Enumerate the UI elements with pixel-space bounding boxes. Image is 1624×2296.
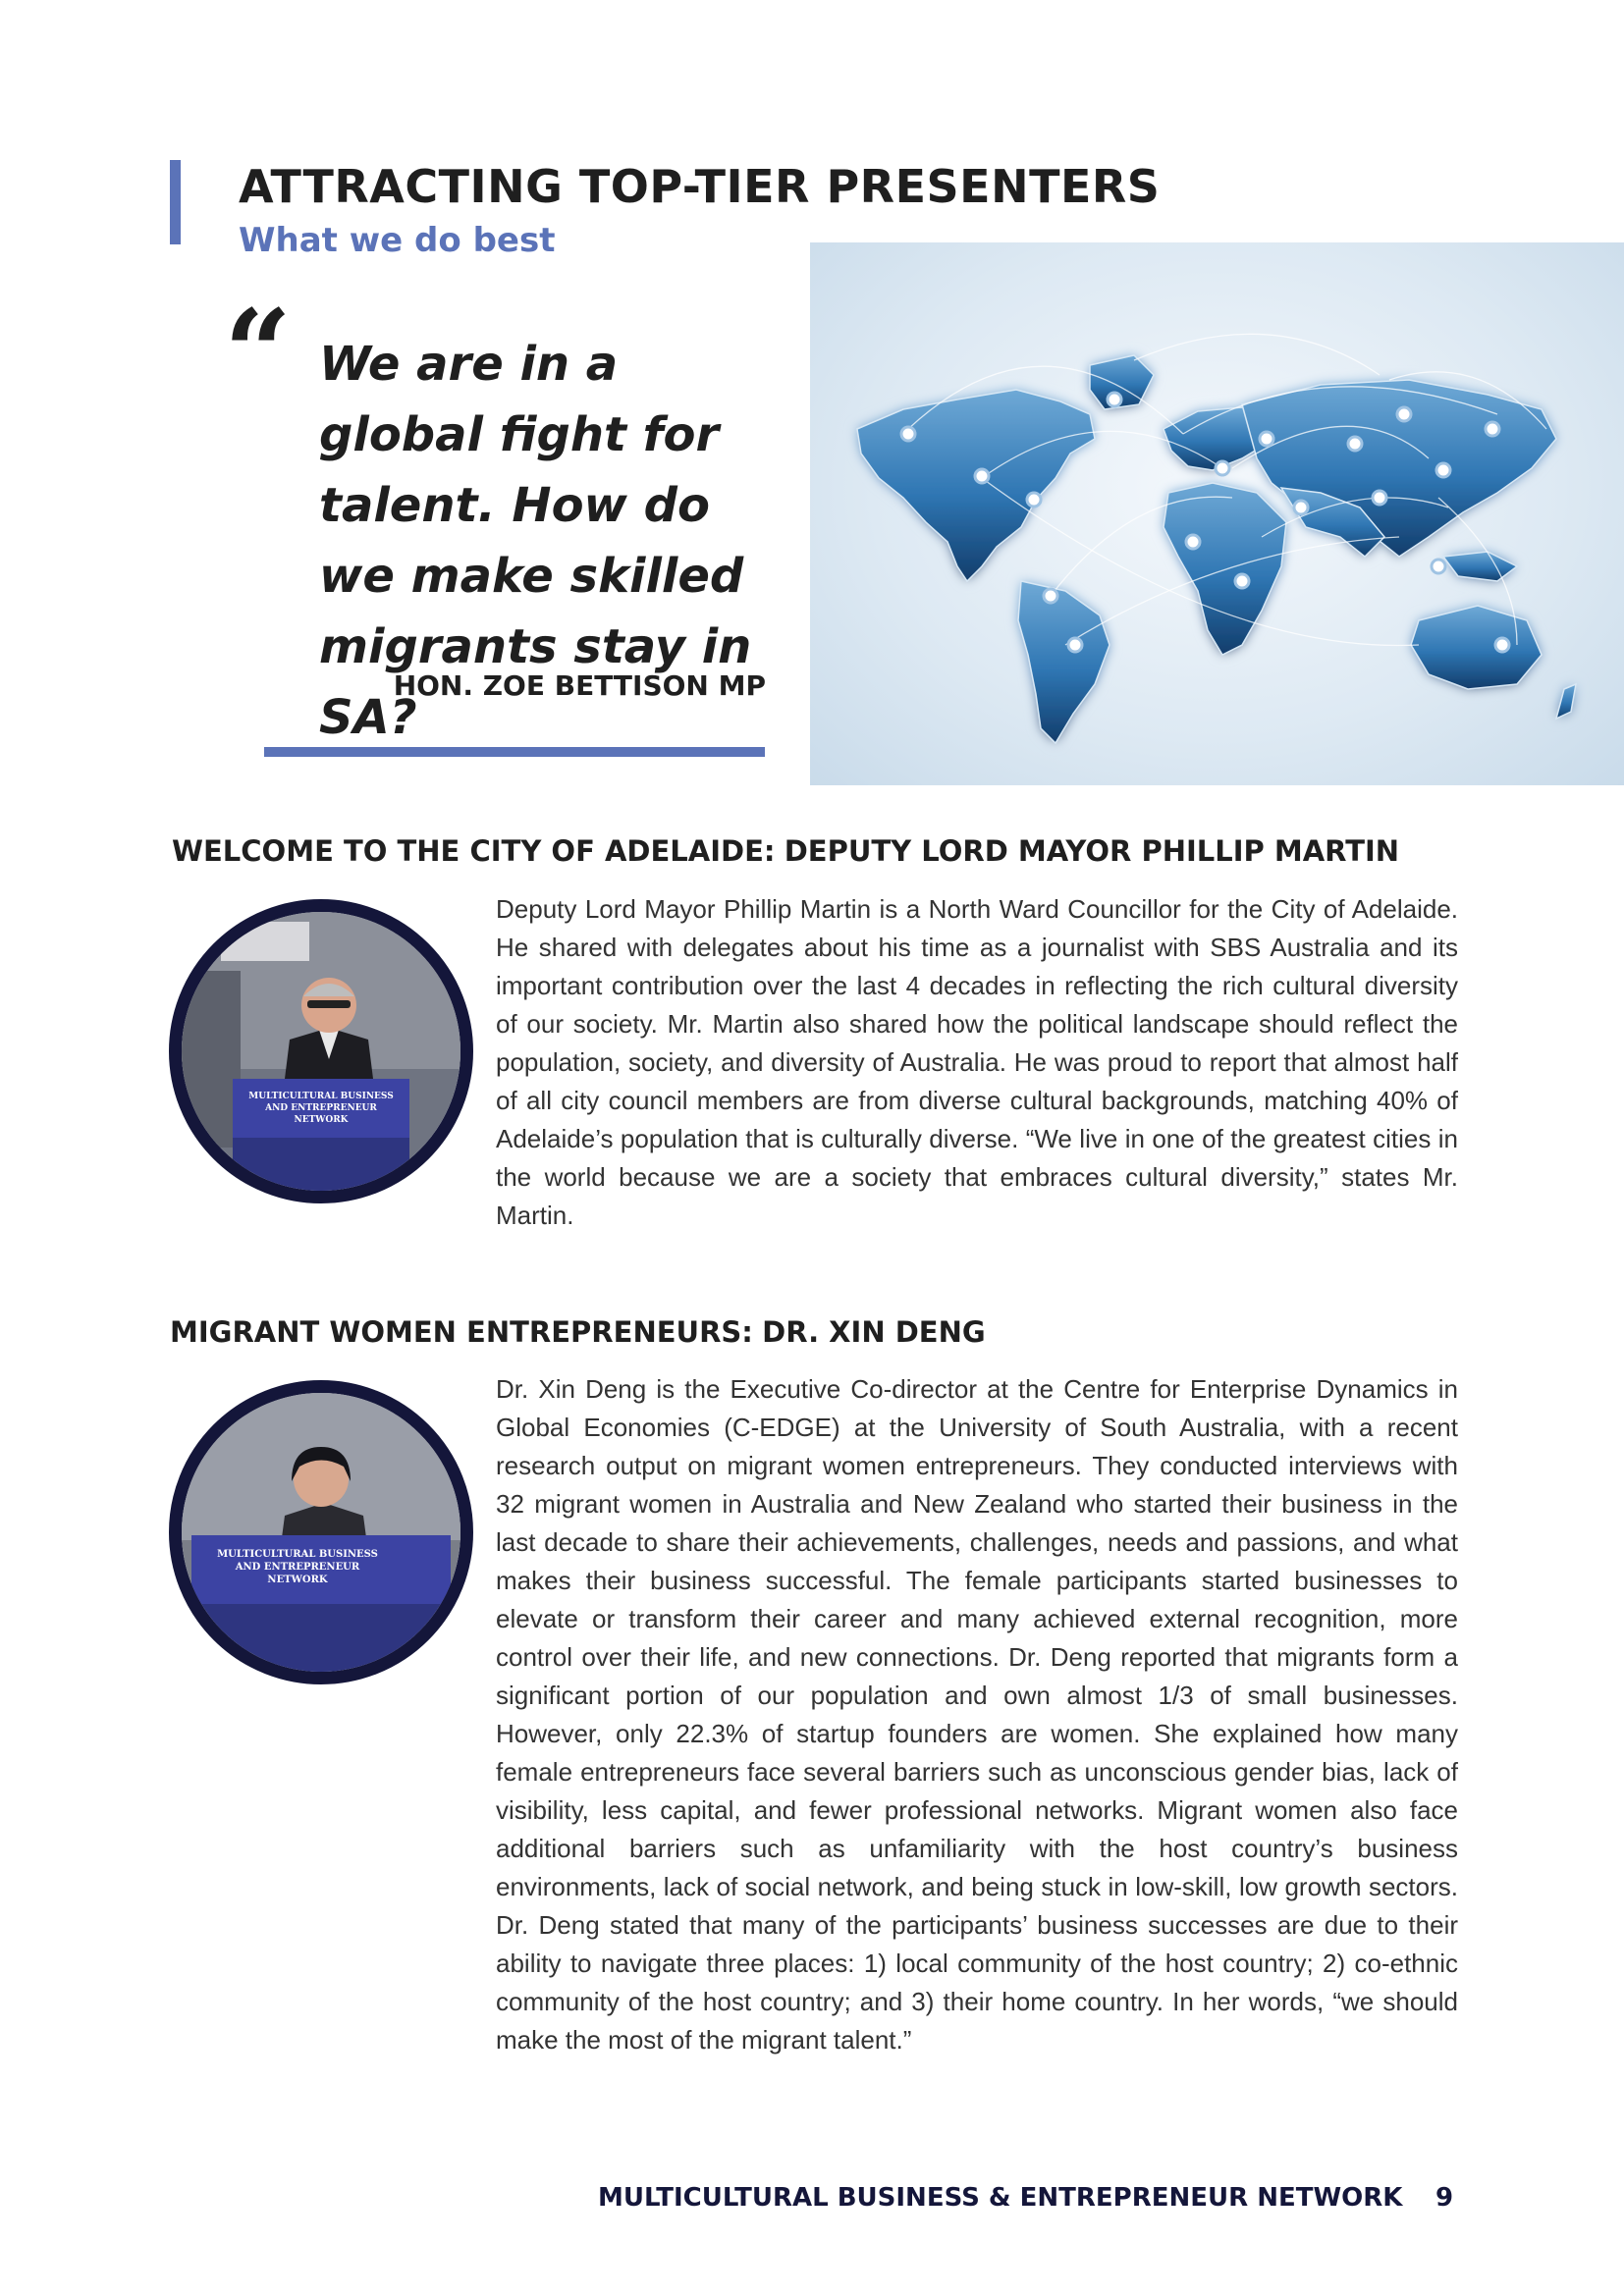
title-accent-bar	[170, 160, 181, 244]
section-heading-speaker: DEPUTY LORD MAYOR PHILLIP MARTIN	[784, 834, 1400, 868]
section-heading-adelaide	[172, 834, 1399, 868]
section-body-adelaide: Deputy Lord Mayor Phillip Martin is a North Ward Councillor for the City of Adelaide. He shared with delegates about his time as a journalist with SBS Australia and its important contribution over the last 4 decades in reflecting the rich cultural diversity of our society. Mr. Martin also shared how the political landscape should reflect the population, society, and diversity of Australia. He was proud to report that almost half of all city council members are from diverse cultural backgrounds, matching 40% of Adelaide’s population that is culturally diverse. “We live in one of the greatest cities in the world because we are a society that embraces cultural diversity,” states Mr. Martin.	[496, 894, 1458, 1230]
section-heading-women-entrepreneurs	[170, 1315, 986, 1349]
section-heading-speaker: DR. XIN DENG	[762, 1315, 986, 1349]
quote-divider	[264, 747, 765, 757]
pull-quote: We are in a global fight for talent. How do we make skilled migrants stay in SA?	[319, 337, 752, 745]
speaker-photo-xin-deng	[169, 1380, 473, 1684]
section-heading-label: MIGRANT WOMEN ENTREPRENEURS:	[170, 1315, 753, 1349]
podium-banner-text: MULTICULTURAL BUSINESS AND ENTREPRENEUR NETWORK	[217, 1549, 378, 1585]
page-subtitle: What we do best	[239, 221, 556, 260]
speaker-photo-image	[182, 1393, 460, 1672]
page-title: ATTRACTING TOP-TIER PRESENTERS	[239, 160, 1161, 213]
podium-banner-text: MULTICULTURAL BUSINESS AND ENTREPRENEUR NETWORK	[248, 1092, 394, 1125]
world-map-image	[810, 242, 1624, 785]
quote-mark-icon: “	[224, 284, 293, 422]
quote-author: HON. ZOE BETTISON MP	[393, 669, 766, 702]
page-number: 9	[1435, 2183, 1454, 2213]
section-body-women-entrepreneurs: Dr. Xin Deng is the Executive Co-director at the Centre for Enterprise Dynamics in Global Economies (C-EDGE) at the University of South Australia, with a recent research output on migrant women entrepreneurs. They conducted interviews with 32 migrant women in Australia and New Zealand who started their business in the last decade to share their achievements, challenges, needs and passions, and what makes their business successful. The female participants started businesses to elevate or transform their career and many achieved external recognition, more control over their life, and new connections. Dr. Deng reported that migrants form a significant portion of our population and own almost 1/3 of small businesses. However, only 22.3% of startup founders are women. She explained how many female entrepreneurs face several barriers such as unconscious gender bias, lack of visibility, less capital, and fewer professional networks. Migrant women also face additional barriers such as unfamiliarity with the host country’s business environments, lack of social network, and being stuck in low-skill, low growth sectors. Dr. Deng stated that many of the participants’ business successes are due to their ability to navigate three places: 1) local community of the host country; 2) co-ethnic community of the host country; and 3) their home country. In her words, “we should make the most of the migrant talent.”	[496, 1374, 1458, 2055]
footer-organization: MULTICULTURAL BUSINESS & ENTREPRENEUR NETWORK	[598, 2183, 1403, 2213]
speaker-photo-phillip-martin	[169, 899, 473, 1203]
speaker-photo-image	[182, 912, 460, 1191]
section-heading-label: WELCOME TO THE CITY OF ADELAIDE:	[172, 834, 776, 868]
world-map-network-image	[810, 242, 1624, 785]
